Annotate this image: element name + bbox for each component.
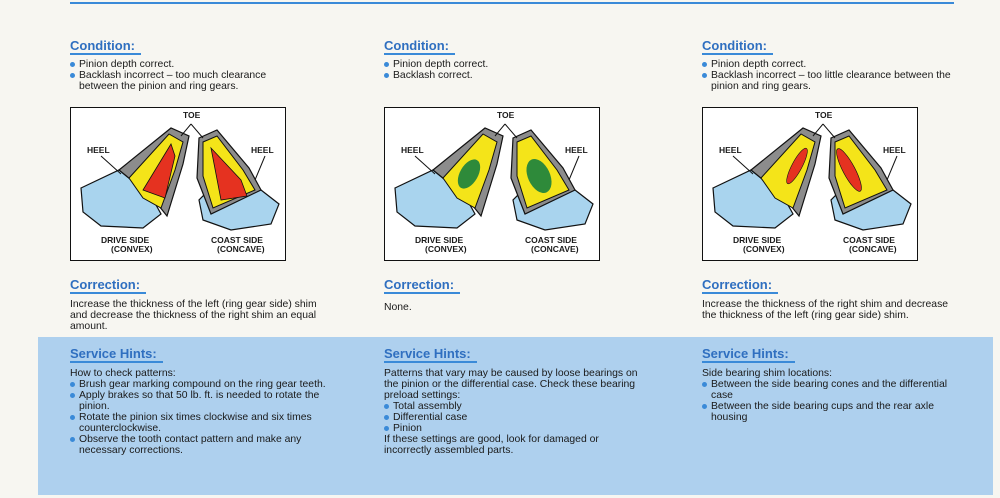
heel-left-leader-line: [415, 156, 435, 174]
correction-heading: [384, 277, 460, 294]
panel-1: [70, 0, 360, 498]
condition-heading: [70, 38, 141, 55]
service-hints-heading: [702, 346, 795, 363]
condition-list: [384, 59, 619, 81]
service-hints-heading-text: Service Hints:: [702, 346, 795, 363]
condition-item: Pinion depth correct.: [70, 59, 305, 70]
hints-list: [384, 401, 639, 434]
toe-label: TOE: [183, 110, 201, 120]
hints-intro: How to check patterns:: [70, 368, 176, 379]
drive-side-sublabel: (CONVEX): [425, 244, 467, 254]
coast-side-sublabel: (CONCAVE): [531, 244, 579, 254]
drive-side-label: DRIVE SIDE: [733, 235, 782, 245]
condition-heading-text: Condition:: [384, 38, 455, 55]
correction-text: None.: [384, 302, 412, 313]
tooth-pattern-diagram: [702, 107, 918, 261]
coast-side-label: COAST SIDE: [843, 235, 895, 245]
hints-list: [70, 379, 335, 456]
drive-side-sublabel: (CONVEX): [743, 244, 785, 254]
condition-heading-text: Condition:: [702, 38, 773, 55]
heel-right-leader-line: [255, 156, 265, 180]
hints-item: Total assembly: [384, 401, 639, 412]
condition-heading: [384, 38, 455, 55]
hints-item: Rotate the pinion six times clockwise and six times counterclockwise.: [70, 412, 335, 434]
hints-intro: Side bearing shim locations:: [702, 368, 832, 379]
condition-list: [70, 59, 305, 92]
condition-heading: [702, 38, 773, 55]
condition-item: Pinion depth correct.: [702, 59, 962, 70]
correction-heading-text: Correction:: [702, 277, 778, 294]
coast-side-label: COAST SIDE: [525, 235, 577, 245]
hints-item: Between the side bearing cups and the rear axle housing: [702, 401, 967, 423]
heel-right-leader-line: [569, 156, 579, 180]
heel-right-label: HEEL: [251, 145, 274, 155]
service-hints-body: [702, 368, 967, 423]
tooth-pattern-diagram: [70, 107, 286, 261]
heel-right-leader-line: [887, 156, 897, 180]
tooth-pattern-diagram: [384, 107, 600, 261]
panel-3: [702, 0, 992, 498]
hints-intro: Patterns that vary may be caused by loose bearings on the pinion or the differential case. Check these bearing preload settings:: [384, 368, 638, 401]
hints-item: Apply brakes so that 50 lb. ft. is needed to rotate the pinion.: [70, 390, 335, 412]
hints-item: Pinion: [384, 423, 639, 434]
toe-label: TOE: [497, 110, 515, 120]
service-hints-body: [70, 368, 335, 456]
hints-item: Observe the tooth contact pattern and make any necessary corrections.: [70, 434, 335, 456]
coast-side-label: COAST SIDE: [211, 235, 263, 245]
heel-left-label: HEEL: [87, 145, 110, 155]
service-hints-heading-text: Service Hints:: [384, 346, 477, 363]
service-hints-body: [384, 368, 639, 456]
condition-item: Pinion depth correct.: [384, 59, 619, 70]
condition-list: [702, 59, 962, 92]
condition-item: Backlash incorrect – too little clearance between the pinion and ring gears.: [702, 70, 962, 92]
correction-text: Increase the thickness of the right shim and decrease the thickness of the left (ring gear side) shim.: [702, 299, 949, 321]
heel-left-label: HEEL: [719, 145, 742, 155]
hints-list: [702, 379, 967, 423]
heel-left-leader-line: [733, 156, 753, 174]
hints-item: Brush gear marking compound on the ring gear teeth.: [70, 379, 335, 390]
heel-right-label: HEEL: [883, 145, 906, 155]
heel-left-leader-line: [101, 156, 121, 174]
hints-item: Differential case: [384, 412, 639, 423]
correction-heading-text: Correction:: [70, 277, 146, 294]
hints-outro: If these settings are good, look for damaged or incorrectly assembled parts.: [384, 434, 599, 456]
panel-2: [384, 0, 674, 498]
drive-side-label: DRIVE SIDE: [101, 235, 150, 245]
service-hints-heading: [70, 346, 163, 363]
drive-side-label: DRIVE SIDE: [415, 235, 464, 245]
drive-side-sublabel: (CONVEX): [111, 244, 153, 254]
service-hints-heading: [384, 346, 477, 363]
service-hints-heading-text: Service Hints:: [70, 346, 163, 363]
heel-right-label: HEEL: [565, 145, 588, 155]
condition-item: Backlash incorrect – too much clearance between the pinion and ring gears.: [70, 70, 305, 92]
heel-left-label: HEEL: [401, 145, 424, 155]
hints-item: Between the side bearing cones and the differential case: [702, 379, 967, 401]
toe-label: TOE: [815, 110, 833, 120]
condition-heading-text: Condition:: [70, 38, 141, 55]
coast-side-sublabel: (CONCAVE): [849, 244, 897, 254]
condition-item: Backlash correct.: [384, 70, 619, 81]
coast-side-sublabel: (CONCAVE): [217, 244, 265, 254]
correction-heading-text: Correction:: [384, 277, 460, 294]
correction-text: Increase the thickness of the left (ring gear side) shim and decrease the thickness of the right shim an equal amount.: [70, 299, 317, 332]
correction-heading: [702, 277, 778, 294]
correction-heading: [70, 277, 146, 294]
